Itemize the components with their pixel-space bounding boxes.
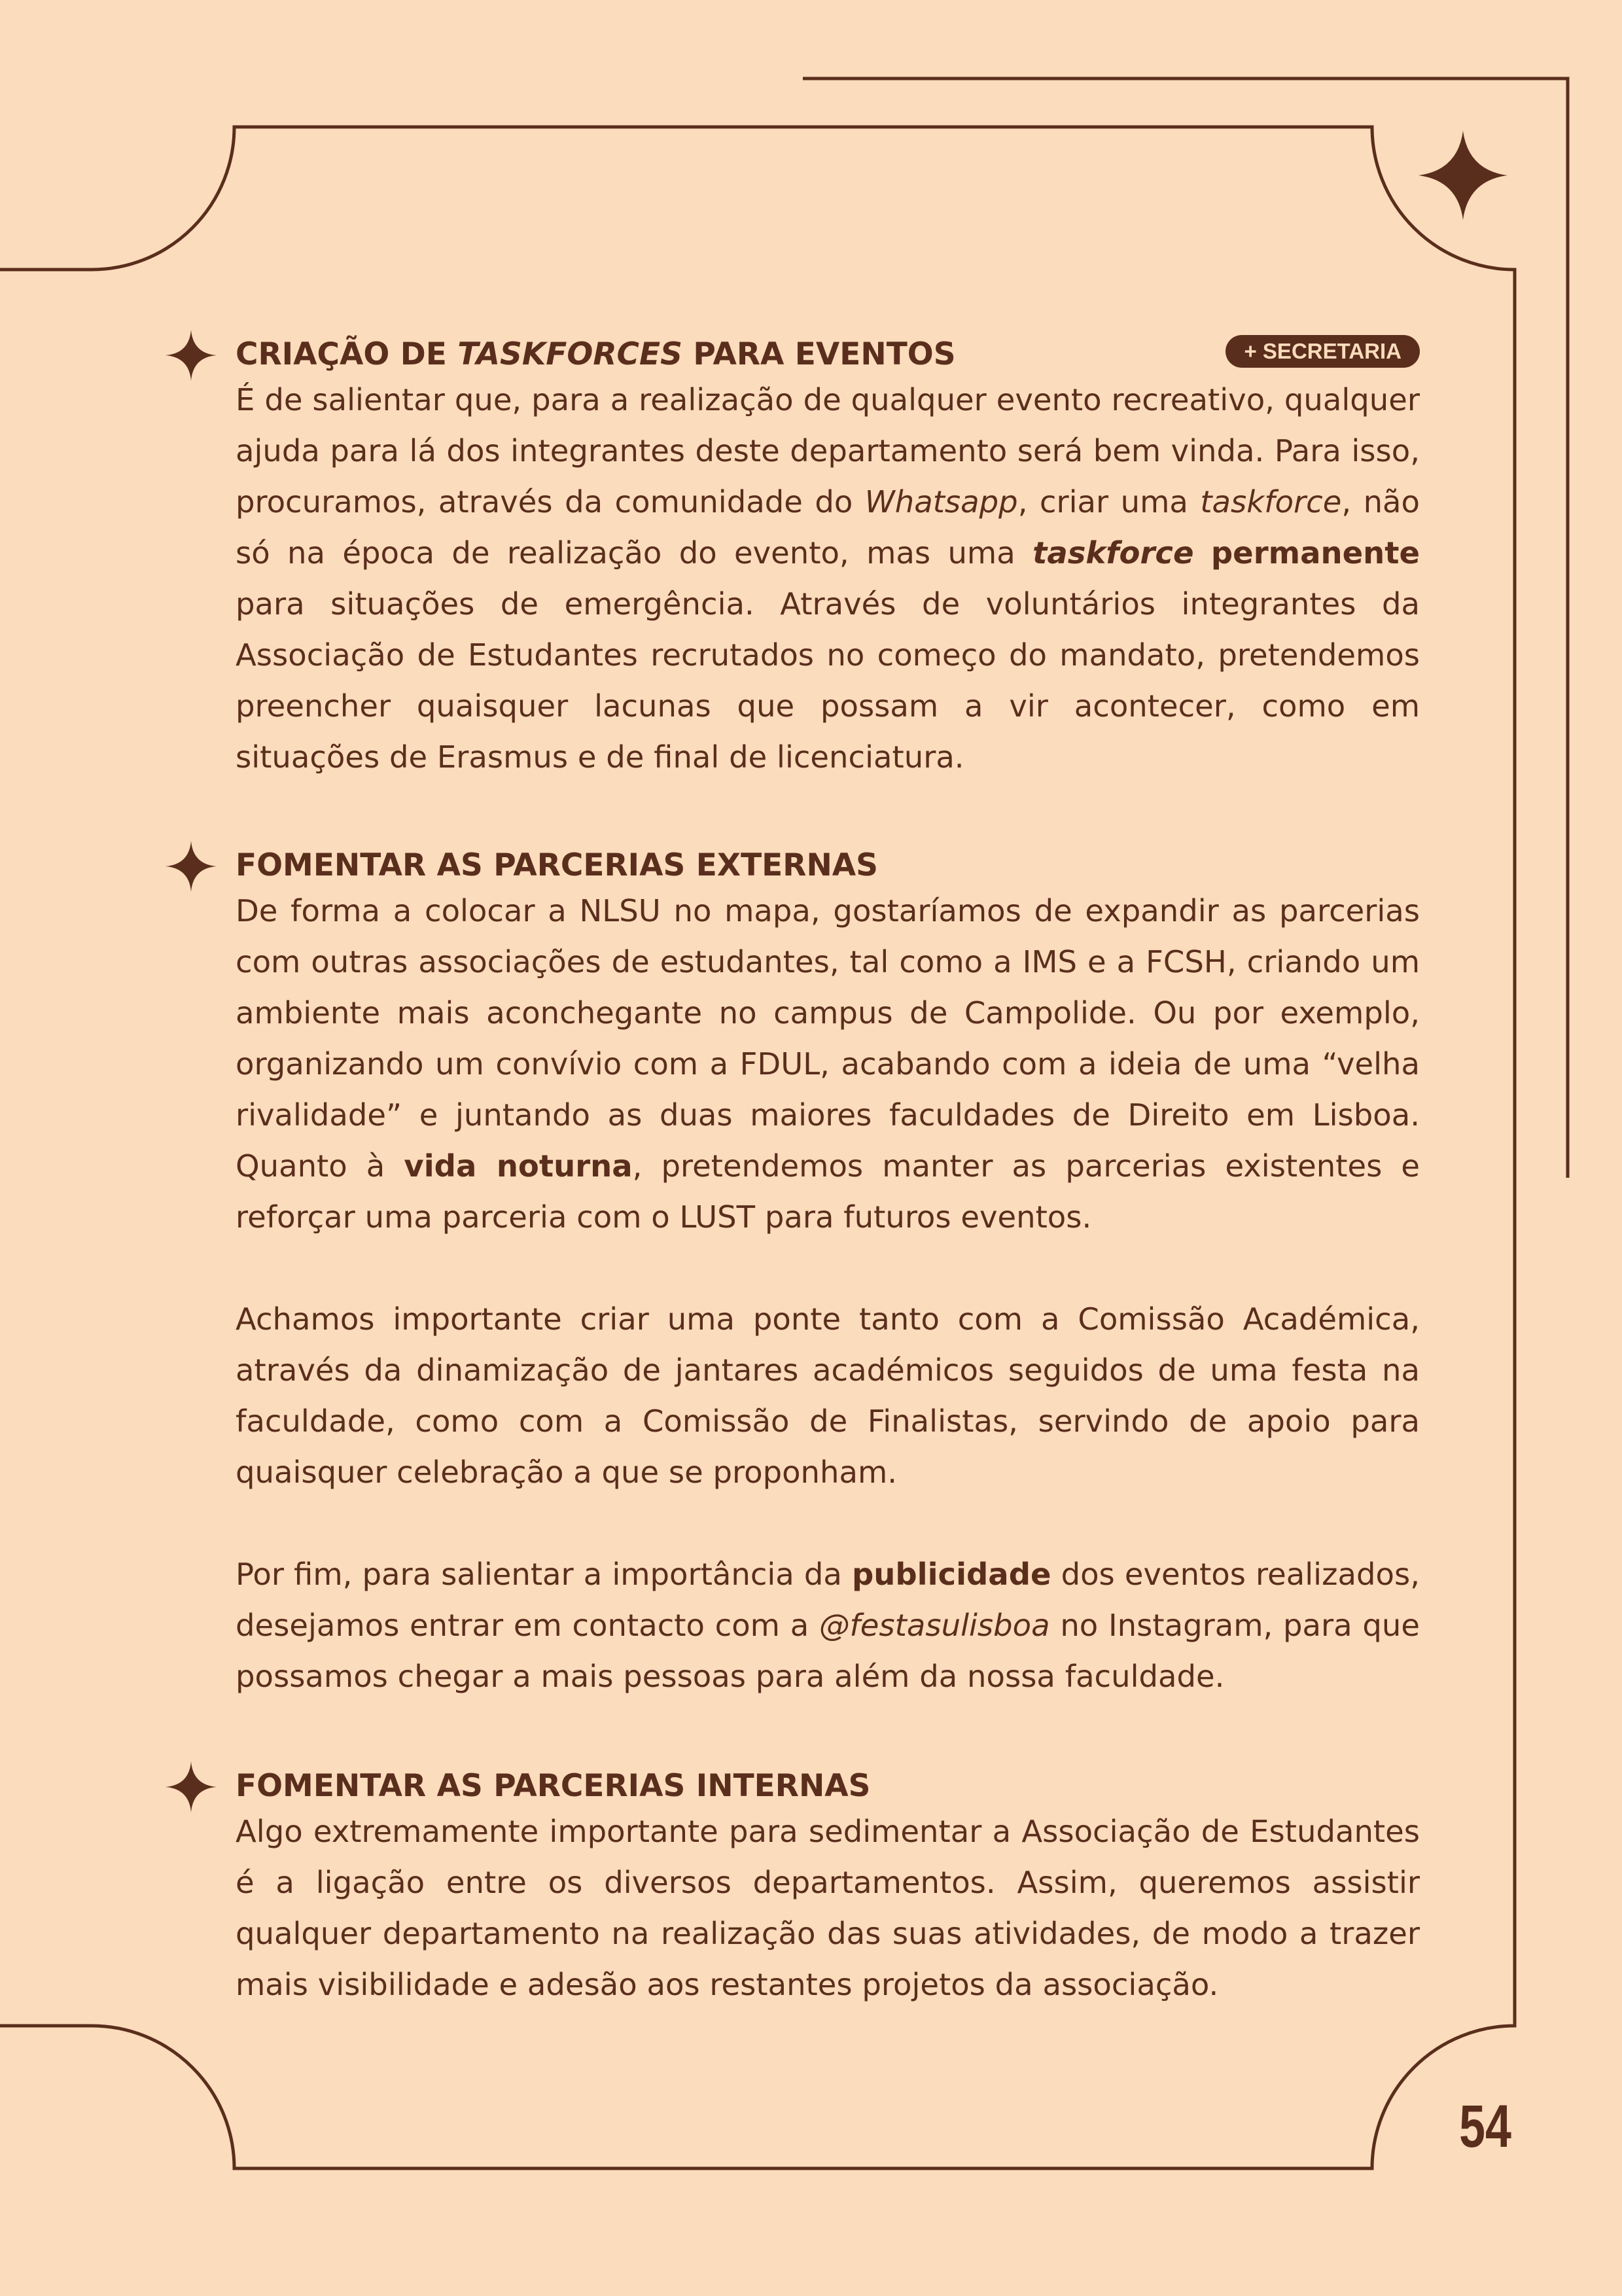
- section-paragraph: Por fim, para salientar a importância da publicidade dos eventos realizados, desejamos entrar em contacto com a @festasulisboa no Instagram, para que possamos chegar a mais pessoas para além da nossa faculdade.: [236, 1557, 1420, 1694]
- section-taskforces: [236, 335, 1420, 783]
- section-internal-partnerships: [236, 1767, 1420, 2010]
- sparkle-icon: [1419, 131, 1507, 220]
- section-paragraph: É de salientar que, para a realização de qualquer evento recreativo, qualquer ajuda para lá dos integrantes deste departamento será bem vinda. Para isso, procuramos, através da comunidade do Whatsapp, criar uma taskforce, não só na época de realização do evento, mas uma taskforce permanente para situações de emergência. Através de voluntários integrantes da Associação de Estudantes recrutados no começo do mandato, pretendemos preencher quaisquer lacunas que possam a vir acontecer, como em situações de Erasmus e de final de licenciatura.: [236, 382, 1420, 775]
- sparkle-icon: [166, 1761, 217, 1812]
- section-paragraph: Algo extremamente importante para sedimentar a Associação de Estudantes é a ligação entre os diversos departamentos. Assim, queremos assistir qualquer departamento na realização das suas atividades, de modo a trazer mais visibilidade e adesão aos restantes projetos da associação.: [236, 1814, 1420, 2002]
- sparkle-icon: [166, 330, 217, 381]
- page-number: 54: [1459, 2093, 1511, 2160]
- section-heading: CRIAÇÃO DE TASKFORCES PARA EVENTOS: [236, 336, 956, 372]
- sparkle-icon: [166, 841, 217, 892]
- secretaria-badge: + SECRETARIA: [1225, 335, 1420, 368]
- section-external-partnerships: [236, 846, 1420, 1702]
- section-heading: FOMENTAR AS PARCERIAS EXTERNAS: [236, 847, 879, 883]
- section-paragraph: De forma a colocar a NLSU no mapa, gostaríamos de expandir as parcerias com outras associações de estudantes, tal como a IMS e a FCSH, criando um ambiente mais aconchegante no campus de Campolide. Ou por exemplo, organizando um convívio com a FDUL, acabando com a ideia de uma “velha rivalidade” e juntando as duas maiores faculdades de Direito em Lisboa. Quanto à vida noturna, pretendemos manter as parcerias existentes e reforçar uma parceria com o LUST para futuros eventos.: [236, 893, 1420, 1235]
- section-paragraph: Achamos importante criar uma ponte tanto com a Comissão Académica, através da dinamização de jantares académicos seguidos de uma festa na faculdade, como com a Comissão de Finalistas, servindo de apoio para quaisquer celebração a que se proponham.: [236, 1301, 1420, 1490]
- section-heading: FOMENTAR AS PARCERIAS INTERNAS: [236, 1768, 871, 1804]
